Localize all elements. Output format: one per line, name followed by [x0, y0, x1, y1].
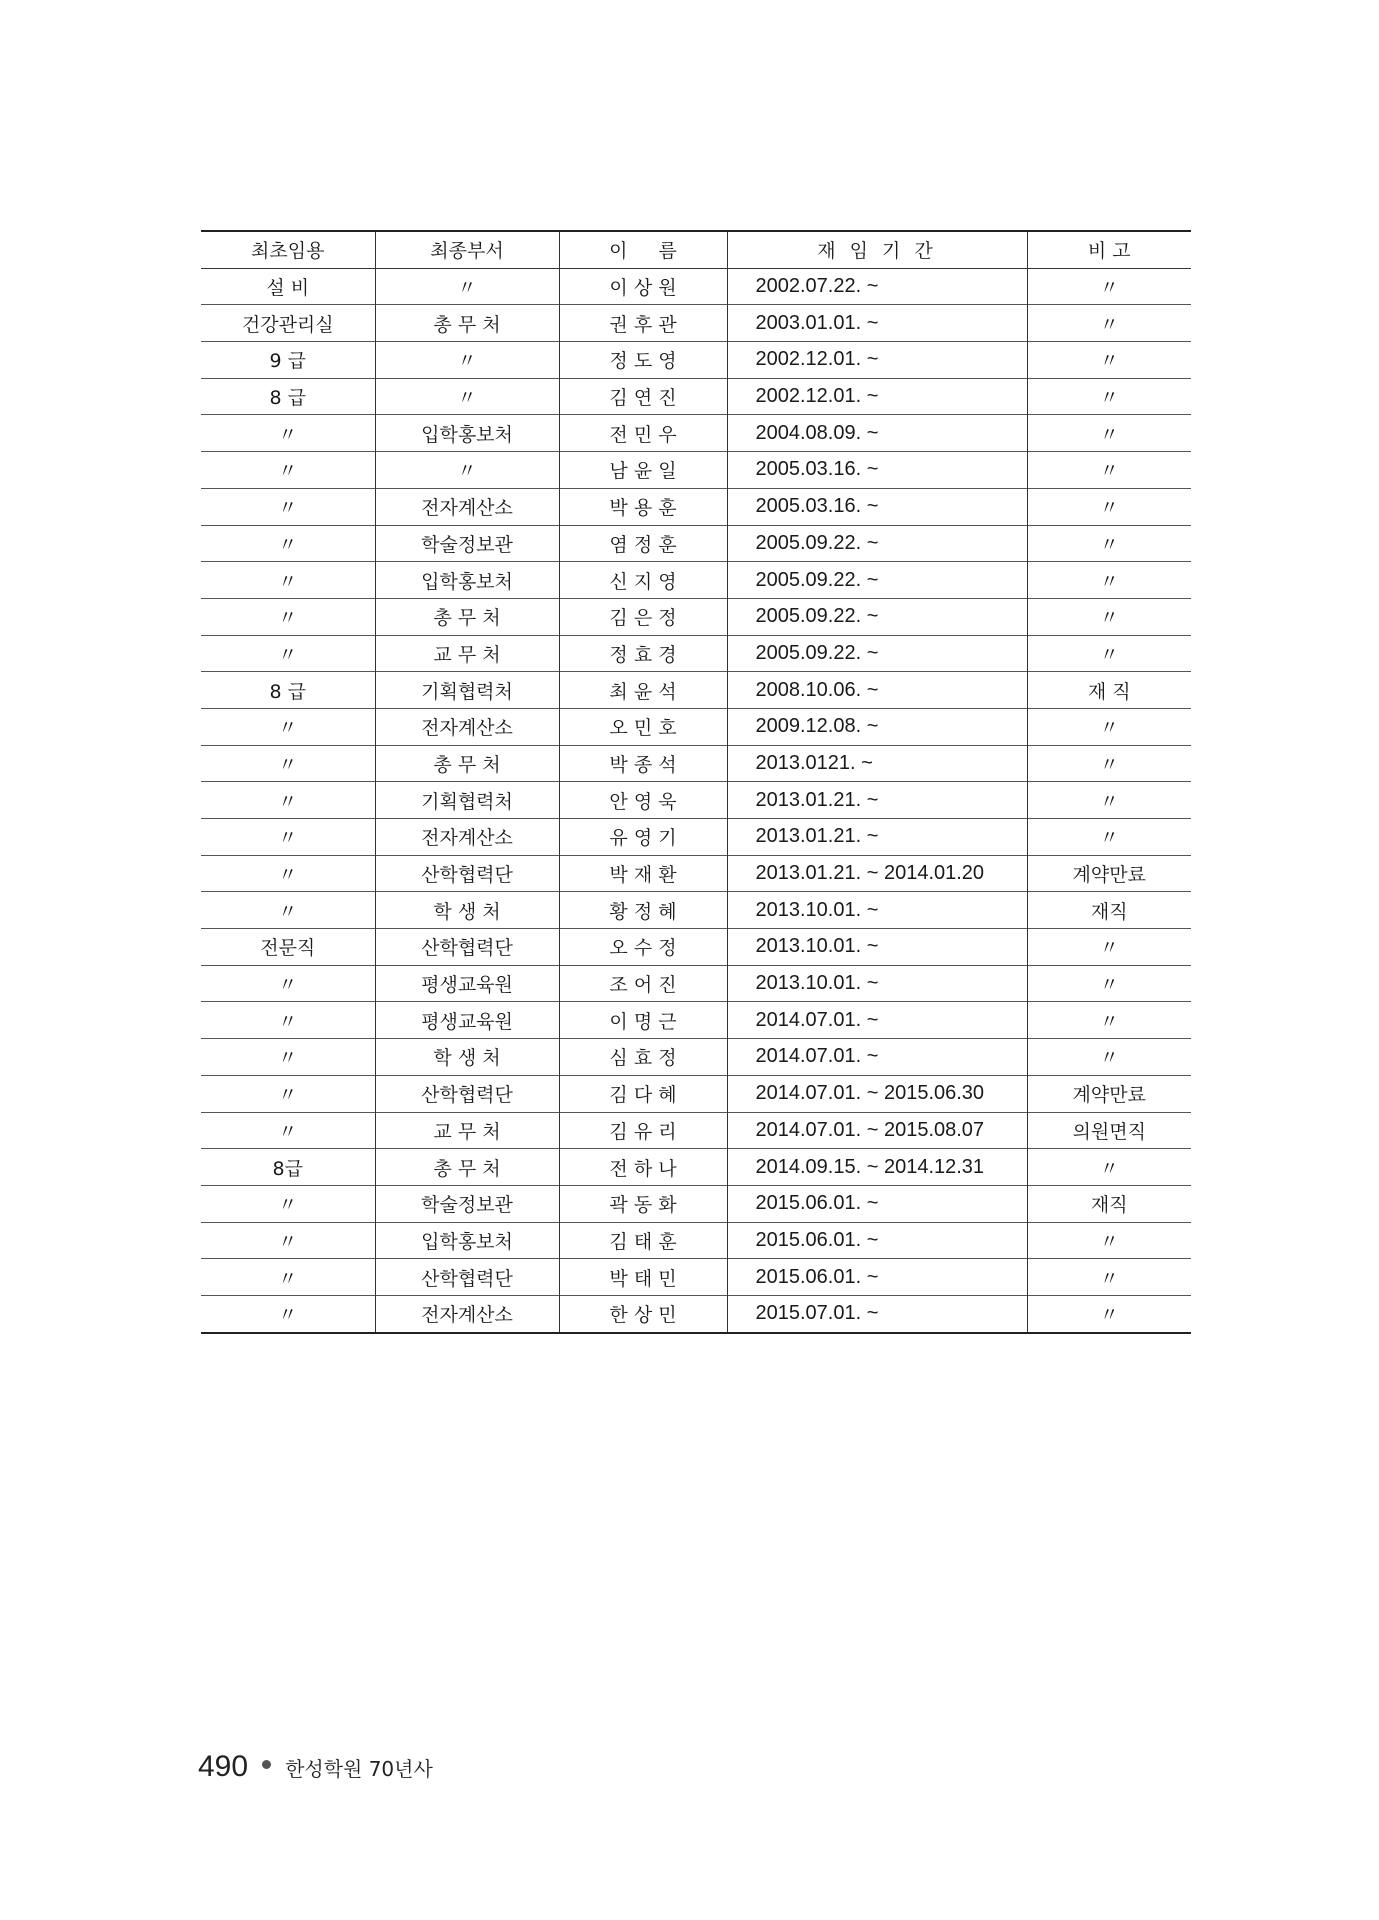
cell-remarks: 〃 — [1027, 598, 1191, 635]
cell-final-department: 산학협력단 — [375, 1075, 559, 1112]
cell-name: 김 은 정 — [559, 598, 727, 635]
cell-tenure-period: 2015.07.01. ~ — [727, 1295, 1027, 1332]
cell-name: 한 상 민 — [559, 1295, 727, 1332]
cell-name: 박 재 환 — [559, 855, 727, 892]
cell-name: 이 상 원 — [559, 268, 727, 305]
cell-initial-appointment: 〃 — [278, 1194, 298, 1217]
cell-remarks: 〃 — [1027, 378, 1191, 415]
cell-initial-appointment: 〃 — [278, 864, 298, 887]
cell-tenure-period: 2003.01.01. ~ — [727, 305, 1027, 342]
cell-initial-appointment: 〃 — [278, 460, 298, 483]
cell-name: 박 태 민 — [559, 1259, 727, 1296]
cell-final-department: 〃 — [375, 378, 559, 415]
cell-tenure-period: 2013.10.01. ~ — [727, 892, 1027, 929]
cell-initial-appointment: 건강관리실 — [241, 313, 334, 336]
table-body — [201, 268, 1191, 1332]
table-row — [201, 672, 1191, 709]
table-row — [201, 342, 1191, 379]
bullet-separator — [262, 1760, 271, 1769]
table-row — [201, 1075, 1191, 1112]
cell-tenure-period: 2002.12.01. ~ — [727, 342, 1027, 379]
cell-remarks: 〃 — [1027, 965, 1191, 1002]
cell-tenure-period: 2005.03.16. ~ — [727, 452, 1027, 489]
cell-final-department: 기획협력처 — [375, 672, 559, 709]
table-row — [201, 1185, 1191, 1222]
cell-tenure-period: 2014.07.01. ~ — [727, 1039, 1027, 1076]
cell-initial-appointment: 〃 — [278, 827, 298, 850]
cell-initial-appointment: 〃 — [278, 1047, 298, 1070]
cell-remarks: 〃 — [1027, 929, 1191, 966]
cell-name: 전 민 우 — [559, 415, 727, 452]
cell-name: 남 윤 일 — [559, 452, 727, 489]
cell-initial-appointment: 〃 — [278, 900, 298, 923]
table-row — [201, 819, 1191, 856]
cell-remarks: 재직 — [1027, 892, 1191, 929]
table-row — [201, 1222, 1191, 1259]
cell-name: 정 효 경 — [559, 635, 727, 672]
cell-name: 김 유 리 — [559, 1112, 727, 1149]
cell-final-department: 전자계산소 — [375, 819, 559, 856]
cell-initial-appointment: 〃 — [278, 1010, 298, 1033]
cell-final-department: 기획협력처 — [375, 782, 559, 819]
cell-final-department: 입학홍보처 — [375, 415, 559, 452]
cell-name: 곽 동 화 — [559, 1185, 727, 1222]
cell-tenure-period: 2013.01.21. ~ 2014.01.20 — [727, 855, 1027, 892]
cell-name: 오 수 정 — [559, 929, 727, 966]
cell-final-department: 입학홍보처 — [375, 562, 559, 599]
cell-name: 황 정 혜 — [559, 892, 727, 929]
cell-initial-appointment: 8 급 — [269, 387, 306, 410]
cell-final-department: 학 생 처 — [375, 1039, 559, 1076]
cell-remarks: 〃 — [1027, 1222, 1191, 1259]
cell-tenure-period: 2014.07.01. ~ 2015.08.07 — [727, 1112, 1027, 1149]
cell-tenure-period: 2013.01.21. ~ — [727, 819, 1027, 856]
cell-remarks: 〃 — [1027, 745, 1191, 782]
header-tenure-period: 재 임 기 간 — [727, 231, 1027, 268]
cell-tenure-period: 2014.07.01. ~ 2015.06.30 — [727, 1075, 1027, 1112]
header-initial-appointment: 최초임용 — [251, 240, 325, 263]
cell-name: 전 하 나 — [559, 1149, 727, 1186]
cell-remarks: 〃 — [1027, 488, 1191, 525]
cell-remarks: 계약만료 — [1027, 1075, 1191, 1112]
table-row — [201, 562, 1191, 599]
table-row — [201, 929, 1191, 966]
table-row — [201, 782, 1191, 819]
cell-name: 최 윤 석 — [559, 672, 727, 709]
table-row — [201, 635, 1191, 672]
cell-initial-appointment: 〃 — [278, 790, 298, 813]
cell-initial-appointment: 9 급 — [269, 350, 306, 373]
cell-remarks: 〃 — [1027, 635, 1191, 672]
table-row — [201, 708, 1191, 745]
cell-final-department: 〃 — [375, 342, 559, 379]
cell-remarks: 〃 — [1027, 342, 1191, 379]
table-row — [201, 525, 1191, 562]
cell-name: 유 영 기 — [559, 819, 727, 856]
cell-remarks: 의원면직 — [1027, 1112, 1191, 1149]
cell-final-department: 교 무 처 — [375, 1112, 559, 1149]
cell-name: 김 태 훈 — [559, 1222, 727, 1259]
cell-name: 안 영 욱 — [559, 782, 727, 819]
cell-final-department: 전자계산소 — [375, 708, 559, 745]
cell-remarks: 재 직 — [1027, 672, 1191, 709]
cell-remarks: 〃 — [1027, 452, 1191, 489]
cell-final-department: 전자계산소 — [375, 1295, 559, 1332]
cell-final-department: 평생교육원 — [375, 965, 559, 1002]
cell-initial-appointment: 〃 — [278, 1230, 298, 1253]
table-row — [201, 268, 1191, 305]
cell-initial-appointment: 〃 — [278, 717, 298, 740]
cell-name: 조 어 진 — [559, 965, 727, 1002]
cell-tenure-period: 2014.09.15. ~ 2014.12.31 — [727, 1149, 1027, 1186]
cell-final-department: 학 생 처 — [375, 892, 559, 929]
table-row — [201, 1259, 1191, 1296]
cell-initial-appointment: 〃 — [278, 753, 298, 776]
cell-final-department: 총 무 처 — [375, 598, 559, 635]
cell-tenure-period: 2015.06.01. ~ — [727, 1185, 1027, 1222]
cell-initial-appointment: 〃 — [278, 1304, 298, 1327]
cell-tenure-period: 2002.07.22. ~ — [727, 268, 1027, 305]
cell-initial-appointment: 〃 — [278, 533, 298, 556]
cell-tenure-period: 2005.09.22. ~ — [727, 525, 1027, 562]
cell-name: 정 도 영 — [559, 342, 727, 379]
cell-remarks: 〃 — [1027, 1295, 1191, 1332]
cell-final-department: 〃 — [375, 268, 559, 305]
cell-tenure-period: 2002.12.01. ~ — [727, 378, 1027, 415]
cell-name: 심 효 정 — [559, 1039, 727, 1076]
cell-final-department: 평생교육원 — [375, 1002, 559, 1039]
cell-tenure-period: 2013.01.21. ~ — [727, 782, 1027, 819]
table-row — [201, 452, 1191, 489]
cell-name: 이 명 근 — [559, 1002, 727, 1039]
cell-remarks: 〃 — [1027, 1149, 1191, 1186]
cell-name: 신 지 영 — [559, 562, 727, 599]
cell-initial-appointment: 〃 — [278, 497, 298, 520]
cell-name: 김 연 진 — [559, 378, 727, 415]
table-row — [201, 1112, 1191, 1149]
table-row — [201, 415, 1191, 452]
cell-initial-appointment: 〃 — [278, 607, 298, 630]
staff-roster-table — [201, 230, 1191, 1334]
cell-remarks: 〃 — [1027, 1039, 1191, 1076]
cell-name: 권 후 관 — [559, 305, 727, 342]
cell-initial-appointment: 〃 — [278, 570, 298, 593]
cell-remarks: 〃 — [1027, 819, 1191, 856]
table-row — [201, 488, 1191, 525]
cell-remarks: 〃 — [1027, 1002, 1191, 1039]
cell-initial-appointment: 〃 — [278, 423, 298, 446]
cell-name: 박 용 훈 — [559, 488, 727, 525]
cell-final-department: 입학홍보처 — [375, 1222, 559, 1259]
cell-name: 김 다 혜 — [559, 1075, 727, 1112]
cell-initial-appointment: 〃 — [278, 1267, 298, 1290]
cell-tenure-period: 2013.10.01. ~ — [727, 965, 1027, 1002]
cell-tenure-period: 2005.09.22. ~ — [727, 562, 1027, 599]
cell-tenure-period: 2005.09.22. ~ — [727, 598, 1027, 635]
cell-remarks: 〃 — [1027, 268, 1191, 305]
cell-final-department: 총 무 처 — [375, 745, 559, 782]
table-row — [201, 378, 1191, 415]
cell-initial-appointment: 〃 — [278, 1120, 298, 1143]
cell-remarks: 〃 — [1027, 708, 1191, 745]
page-footer — [198, 1750, 433, 1784]
cell-remarks: 〃 — [1027, 415, 1191, 452]
cell-remarks: 〃 — [1027, 305, 1191, 342]
cell-name: 박 종 석 — [559, 745, 727, 782]
table-row — [201, 745, 1191, 782]
cell-final-department: 학술정보관 — [375, 525, 559, 562]
cell-initial-appointment: 〃 — [278, 643, 298, 666]
cell-final-department: 총 무 처 — [375, 305, 559, 342]
cell-initial-appointment: 설 비 — [266, 277, 310, 300]
table-row — [201, 892, 1191, 929]
cell-final-department: 〃 — [375, 452, 559, 489]
table-header — [201, 231, 1191, 268]
cell-tenure-period: 2004.08.09. ~ — [727, 415, 1027, 452]
cell-remarks: 〃 — [1027, 562, 1191, 599]
book-title: 한성학원 70년사 — [285, 1757, 433, 1781]
cell-remarks: 〃 — [1027, 1259, 1191, 1296]
table-row — [201, 598, 1191, 635]
cell-tenure-period: 2013.0121. ~ — [727, 745, 1027, 782]
cell-final-department: 학술정보관 — [375, 1185, 559, 1222]
cell-final-department: 총 무 처 — [375, 1149, 559, 1186]
table-row — [201, 1149, 1191, 1186]
cell-final-department: 산학협력단 — [375, 855, 559, 892]
cell-tenure-period: 2005.03.16. ~ — [727, 488, 1027, 525]
cell-final-department: 교 무 처 — [375, 635, 559, 672]
header-remarks: 비 고 — [1027, 231, 1191, 268]
table-row — [201, 305, 1191, 342]
cell-remarks: 재직 — [1027, 1185, 1191, 1222]
cell-remarks: 〃 — [1027, 782, 1191, 819]
cell-final-department: 전자계산소 — [375, 488, 559, 525]
page-number: 490 — [198, 1750, 249, 1783]
cell-tenure-period: 2005.09.22. ~ — [727, 635, 1027, 672]
cell-tenure-period: 2009.12.08. ~ — [727, 708, 1027, 745]
cell-remarks: 〃 — [1027, 525, 1191, 562]
cell-initial-appointment: 8 급 — [269, 680, 306, 703]
cell-initial-appointment: 8급 — [272, 1157, 303, 1180]
cell-tenure-period: 2014.07.01. ~ — [727, 1002, 1027, 1039]
table-row — [201, 1002, 1191, 1039]
table-row — [201, 855, 1191, 892]
cell-name: 오 민 호 — [559, 708, 727, 745]
cell-tenure-period: 2015.06.01. ~ — [727, 1222, 1027, 1259]
header-name: 이 름 — [559, 231, 727, 268]
cell-final-department: 산학협력단 — [375, 929, 559, 966]
cell-initial-appointment: 전문직 — [260, 937, 316, 960]
header-final-department: 최종부서 — [375, 231, 559, 268]
table-row — [201, 1039, 1191, 1076]
header-row — [201, 231, 1191, 268]
table-row — [201, 1295, 1191, 1332]
table-row — [201, 965, 1191, 1002]
cell-initial-appointment: 〃 — [278, 974, 298, 997]
cell-initial-appointment: 〃 — [278, 1084, 298, 1107]
cell-tenure-period: 2015.06.01. ~ — [727, 1259, 1027, 1296]
cell-name: 염 정 훈 — [559, 525, 727, 562]
cell-final-department: 산학협력단 — [375, 1259, 559, 1296]
cell-tenure-period: 2013.10.01. ~ — [727, 929, 1027, 966]
cell-tenure-period: 2008.10.06. ~ — [727, 672, 1027, 709]
cell-remarks: 계약만료 — [1027, 855, 1191, 892]
